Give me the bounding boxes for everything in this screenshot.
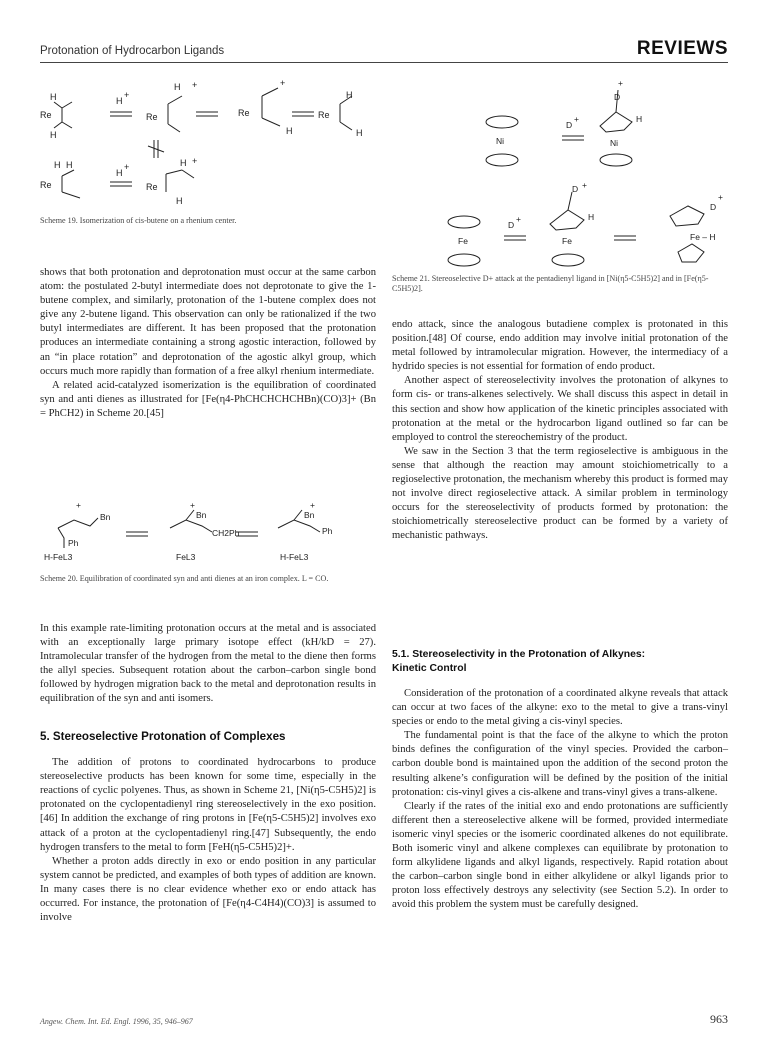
plus-label: + xyxy=(124,90,130,100)
h-label: H xyxy=(54,160,61,170)
paragraph: Clearly if the rates of the initial exo and endo protonations are sufficiently different then a stereoselective alkene will be formed, provided intermediate isomeric vinyl species or the isomeric coordinated alkenes do not equilibrate. Both isomeric vinyl and alkene complexes can equilibrate by protonation to form alkylidene ligands and alkyl ligands, respectively. Rapid rotation about the carbon–carbon single bond in either alkylidene or alkyl ligands prior to proton loss effectively destroys any selectivity (see Section 5.2). In order to avoid this problem the system must be carefully designed. xyxy=(392,800,728,911)
fe-label: Fe xyxy=(562,236,572,246)
re-label: Re xyxy=(146,182,158,192)
plus-label: + xyxy=(310,500,315,510)
section-5-1-title-line1: 5.1. Stereoselectivity in the Protonation of Alkynes: xyxy=(392,649,646,660)
hplus-label: H xyxy=(286,126,293,136)
h-label: H xyxy=(588,212,595,222)
feh-label: Fe – H xyxy=(690,232,716,242)
h-label: H xyxy=(50,92,57,102)
ni-label: Ni xyxy=(496,136,505,146)
ph-label: Ph xyxy=(68,538,79,548)
fe-label: Fe xyxy=(458,236,468,246)
re-label: Re xyxy=(318,110,330,120)
paragraph: Whether a proton adds directly in exo or endo position in any particular system cannot be predicted, and examples of both types of addition are known. In many cases there is no clear evidence whether exo or endo attack has occurred. For instance, the protonation of [Fe(η4-C4H4)(CO)3] is assumed to involve xyxy=(40,855,376,924)
scheme-21-caption: Scheme 21. Stereoselective D+ attack at the pentadienyl ligand in [Ni(η5-C5H5)2] and in [Fe(η5-C5H5)2]. xyxy=(392,274,709,293)
scheme-21 xyxy=(392,76,728,294)
re-label: Re xyxy=(146,112,158,122)
d-label: D xyxy=(710,202,717,212)
plus-label: + xyxy=(516,214,521,224)
left-column-bottom xyxy=(40,730,376,925)
plus-label: + xyxy=(192,80,198,90)
paragraph: The fundamental point is that the face of the alkyne to which the proton binds defines the configuration of the vinyl species. Provided the carbon–carbon double bond is maintained upon the addition of the second proton the resulting alkene’s configuration will be defined by the position of the initial protonation: cis-vinyl gives a cis-alkene and trans-vinyl gives a trans-alkene. xyxy=(392,730,728,798)
hplus-label: H xyxy=(116,168,123,178)
hfel3-label: H-FeL3 xyxy=(280,552,309,562)
d-label: D xyxy=(572,184,579,194)
ni-label: Ni xyxy=(610,138,619,148)
dplus-label: D xyxy=(508,220,515,230)
scheme-21-structures xyxy=(392,76,728,272)
h-label: H xyxy=(346,90,353,100)
re-label: Re xyxy=(40,180,52,190)
scheme-19-structures xyxy=(40,74,376,212)
paragraph: In this example rate-limiting protonation occurs at the metal and is associated with an exceptionally large primary isotope effect (kH/kD = 27). Intramolecular transfer of the hydrogen from the metal to the diene then forms the allyl species. Subsequent rotation about the carbon–carbon single bond followed by hydrogen migration back to the metal and deprotonation results in equilibration of the syn and anti isomers. xyxy=(40,623,376,705)
paragraph: Consideration of the protonation of a coordinated alkyne reveals that attack can occur at two faces of the alkyne: exo to the metal to give a trans-vinyl species or endo to the metal giving a cis-vinyl species. xyxy=(392,688,728,728)
left-column-top xyxy=(40,266,376,421)
right-column-bottom xyxy=(392,648,728,913)
scheme-19 xyxy=(40,74,376,226)
scheme-20-caption: Scheme 20. Equilibration of coordinated syn and anti dienes at an iron complex. L = CO. xyxy=(40,574,329,583)
section-5-1-title-line2: Kinetic Control xyxy=(392,662,467,674)
fel3-label: FeL3 xyxy=(176,552,196,562)
hplus-label: H xyxy=(116,96,123,106)
ch2ph-label: CH2Ph xyxy=(212,528,240,538)
h-label: H xyxy=(174,82,181,92)
journal-citation: Angew. Chem. Int. Ed. Engl. 1996, 35, 946–967 xyxy=(40,1017,193,1026)
plus-label: + xyxy=(192,156,198,166)
h-label: H xyxy=(636,114,643,124)
right-column-top xyxy=(392,318,728,544)
page-number: 963 xyxy=(710,1012,728,1026)
ph-label: Ph xyxy=(322,526,333,536)
section-label: REVIEWS xyxy=(636,38,728,59)
paragraph: Another aspect of stereoselectivity involves the protonation of alkynes to form cis- or trans-alkenes selectively. We shall discuss this aspect in detail in this section and show how application of the kinetic principles associated with protonation at the metal or the hydrocarbon ligand outlined so far can be employed to control the stereochemistry of the product. xyxy=(392,375,728,443)
plus-label: + xyxy=(574,114,579,124)
plus-label: + xyxy=(618,78,623,88)
h-label: H xyxy=(66,160,73,170)
bn-label: Bn xyxy=(196,510,207,520)
scheme-19-caption: Scheme 19. Isomerization of cis-butene on a rhenium center. xyxy=(40,216,237,225)
bn-label: Bn xyxy=(100,512,111,522)
h-label: H xyxy=(50,130,57,140)
paragraph: shows that both protonation and deprotonation must occur at the same carbon atom: the postulated 2-butyl intermediate does not deprotonate to give the 1-butene complex, and similarly, protonation of the 1-butene complex does not give any 2-butene ligand. This observation can only be rationalized if the two butyl intermediates are different. It has been proposed that the protonation produces an intermediate containing a strong agostic interaction, followed by an “in place rotation” and deprotonation of the agostic alkyl group, which occurs much more rapidly than formation of a free alkyl rhenium intermediate. xyxy=(40,267,376,377)
section-5-title: 5. Stereoselective Protonation of Complexes xyxy=(40,730,286,743)
paragraph: endo attack, since the analogous butadiene complex is protonated in this position.[48] Of course, endo addition may involve initial protonation of the metal followed by intramolecular migration. However, the intermediacy of a hydrido species is not essential for formation of endo product. xyxy=(392,319,728,373)
paragraph: We saw in the Section 3 that the term regioselective is ambiguous in the sense that although the reaction may amount stoichiometrically to a regioselective protonation, the mechanism whereby this product is formed may not involve direct regioselective attack. A similar problem in terminology occurs for the stereoselectivity of products formed by protonation: the stoichiometrically stereoselective product can be formed by a variety of mechanistic pathways. xyxy=(392,445,728,542)
running-title: Protonation of Hydrocarbon Ligands xyxy=(40,45,225,57)
plus-label: + xyxy=(76,500,81,510)
hfel3-label: H-FeL3 xyxy=(44,552,73,562)
scheme-20-structures xyxy=(40,500,376,572)
scheme-20 xyxy=(40,500,376,584)
left-column-middle xyxy=(40,622,376,707)
h-label: H xyxy=(180,158,187,168)
paragraph: The addition of protons to coordinated hydrocarbons to produce stereoselective products has been known for some time, especially in the reactions of cyclic polyenes. Thus, as shown in Scheme 21, [Ni(η5-C5H5)2] is protonated on the cyclopentadienyl ring stereoselectively in the exo position.[46] In addition the exchange of ring protons in [Fe(η5-C5H5)2] involves exo attack of a proton at the cyclopentadienyl ring.[47] Subsequently, the endo hydrogen transfers to the metal to form [FeH(η5-C5H5)2]+. xyxy=(40,757,376,853)
plus-label: + xyxy=(718,192,723,202)
paragraph: A related acid-catalyzed isomerization is the equilibration of coordinated syn and anti dienes as illustrated for [Fe(η4-PhCHCHCHCHBn)(CO)3]+ (Bn = PhCH2) in Scheme 20.[45] xyxy=(40,379,376,419)
bn-label: Bn xyxy=(304,510,315,520)
plus-label: + xyxy=(190,500,195,510)
header-rule xyxy=(40,62,728,63)
h-label: H xyxy=(176,196,183,206)
h-label: H xyxy=(356,128,363,138)
re-label: Re xyxy=(40,110,52,120)
dplus-label: D xyxy=(566,120,573,130)
plus-label: + xyxy=(280,78,286,88)
re-label: Re xyxy=(238,108,250,118)
d-label: D xyxy=(614,92,621,102)
plus-label: + xyxy=(124,162,130,172)
plus-label: + xyxy=(582,180,587,190)
